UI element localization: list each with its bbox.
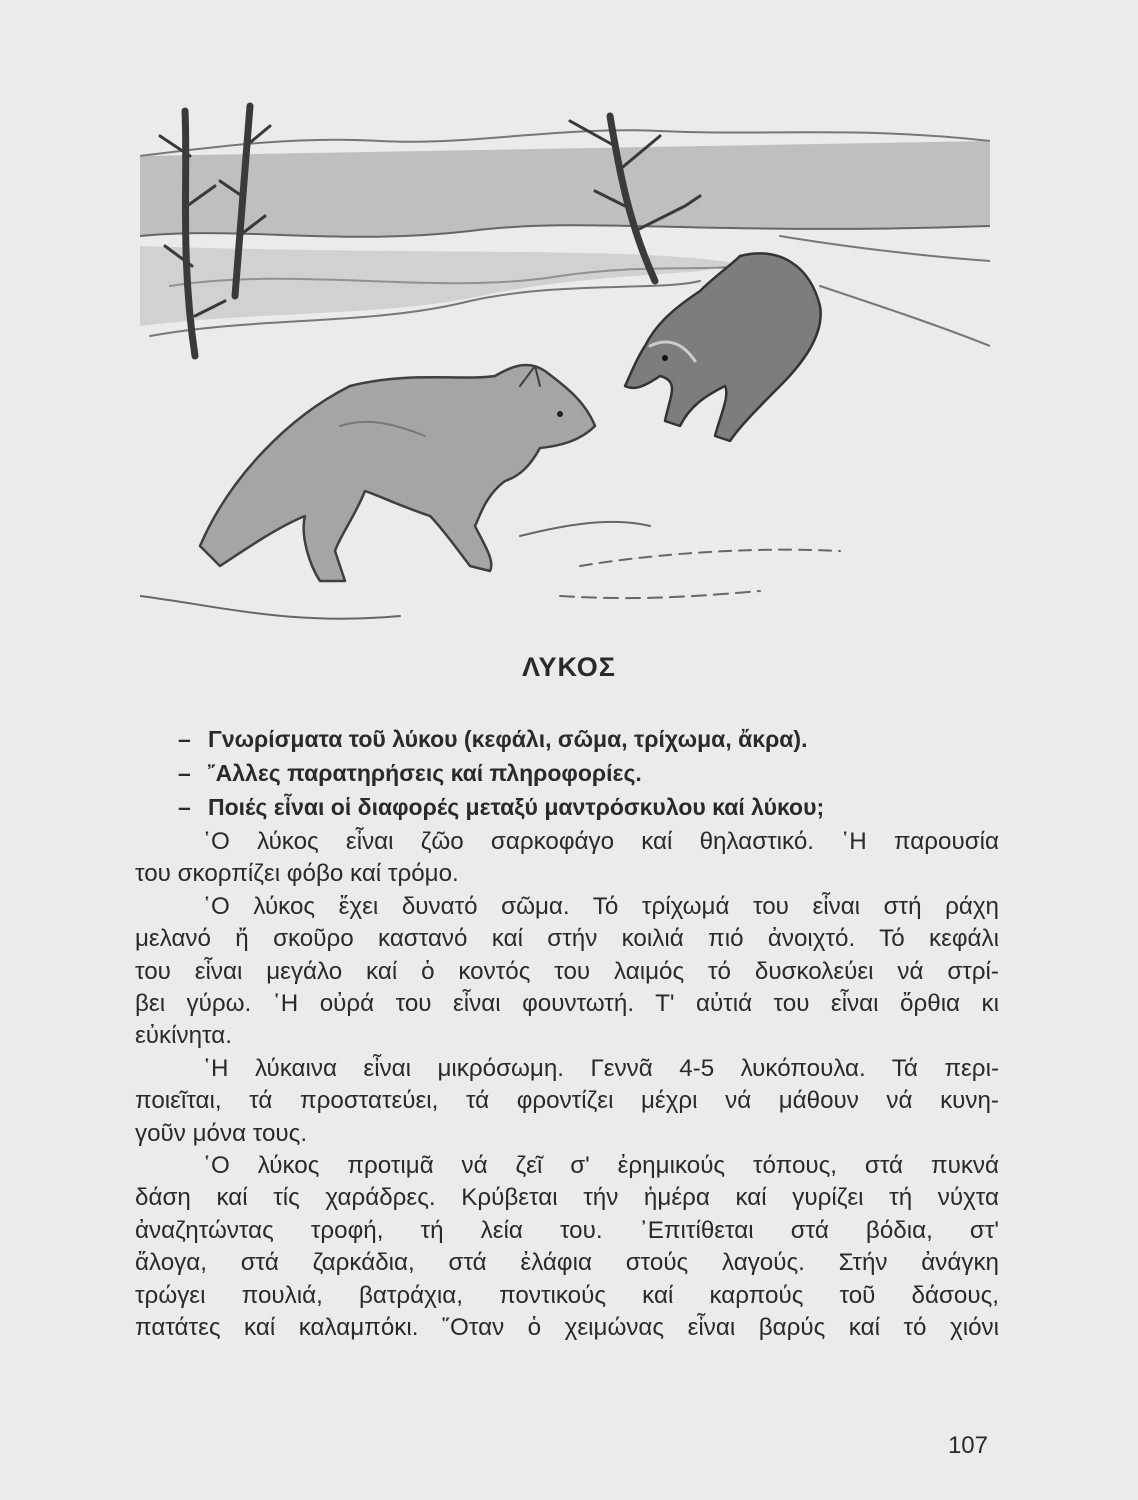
question-item (178, 790, 824, 824)
body-line: ποιεῖται, τά προστατεύει, τά φροντίζει μέχρι νά μάθουν νά κυνη- (135, 1087, 999, 1115)
page-title: ΛΥΚΟΣ (521, 652, 617, 682)
body-line: τρώγει πουλιά, βατράχια, ποντικούς καί καρπούς τοῦ δάσους, (135, 1281, 999, 1309)
wolves-drawing (140, 96, 990, 644)
questions-list (178, 722, 824, 824)
body-line: βει γύρω. ῾Η οὐρά του εἶναι φουντωτή. Τ' αὐτιά του εἶναι ὄρθια κι (135, 990, 999, 1018)
question-dash: – (178, 794, 191, 820)
wolves-illustration (140, 96, 990, 644)
body-line: του σκορπίζει φόβο καί τρόμο. (135, 860, 459, 888)
body-line: ῾Ο λύκος εἶναι ζῶο σαρκοφάγο καί θηλαστικό. ῾Η παρουσία (203, 828, 999, 855)
body-line: ῾Ο λύκος ἔχει δυνατό σῶμα. Τό τρίχωμά του εἶναι στή ράχη (203, 892, 999, 920)
body-line: ἀναζητώντας τροφή, τή λεία του. ᾽Επιτίθεται στά βόδια, στ' (135, 1216, 999, 1244)
body-line: του εἶναι μεγάλο καί ὁ κοντός του λαιμός τό δυσκολεύει νά στρί- (135, 957, 999, 985)
question-dash: – (178, 726, 191, 752)
question-item (178, 722, 824, 756)
page-number: 107 (947, 1432, 988, 1459)
body-line: πατάτες καί καλαμπόκι. ῞Οταν ὁ χειμώνας εἶναι βαρύς καί τό χιόνι (135, 1314, 999, 1342)
body-line: ῾Η λύκαινα εἶναι μικρόσωμη. Γεννᾶ 4-5 λυκόπουλα. Τά περι- (203, 1054, 999, 1082)
body-line: ῾Ο λύκος προτιμᾶ νά ζεῖ σ' ἐρημικούς τόπους, στά πυκνά (203, 1152, 999, 1180)
body-line: εὐκίνητα. (135, 1022, 232, 1050)
question-text: Ποιές εἶναι οἱ διαφορές μεταξύ μαντρόσκυλου καί λύκου; (208, 794, 825, 820)
body-text (135, 826, 999, 1345)
body-line: δάση καί τίς χαράδρες. Κρύβεται τήν ἡμέρα καί γυρίζει τή νύχτα (135, 1184, 999, 1212)
question-text: Γνωρίσματα τοῦ λύκου (κεφάλι, σῶμα, τρίχωμα, ἄκρα). (208, 726, 808, 752)
body-line: ἄλογα, στά ζαρκάδια, στά ἐλάφια στούς λαγούς. Στήν ἀνάγκη (135, 1249, 999, 1277)
body-line: μελανό ἤ σκοῦρο καστανό καί στήν κοιλιά πιό ἀνοιχτό. Τό κεφάλι (135, 925, 999, 953)
body-line: γοῦν μόνα τους. (135, 1119, 308, 1147)
question-dash: – (178, 760, 191, 786)
question-item (178, 756, 824, 790)
question-text: ῎Αλλες παρατηρήσεις καί πληροφορίες. (208, 760, 642, 786)
